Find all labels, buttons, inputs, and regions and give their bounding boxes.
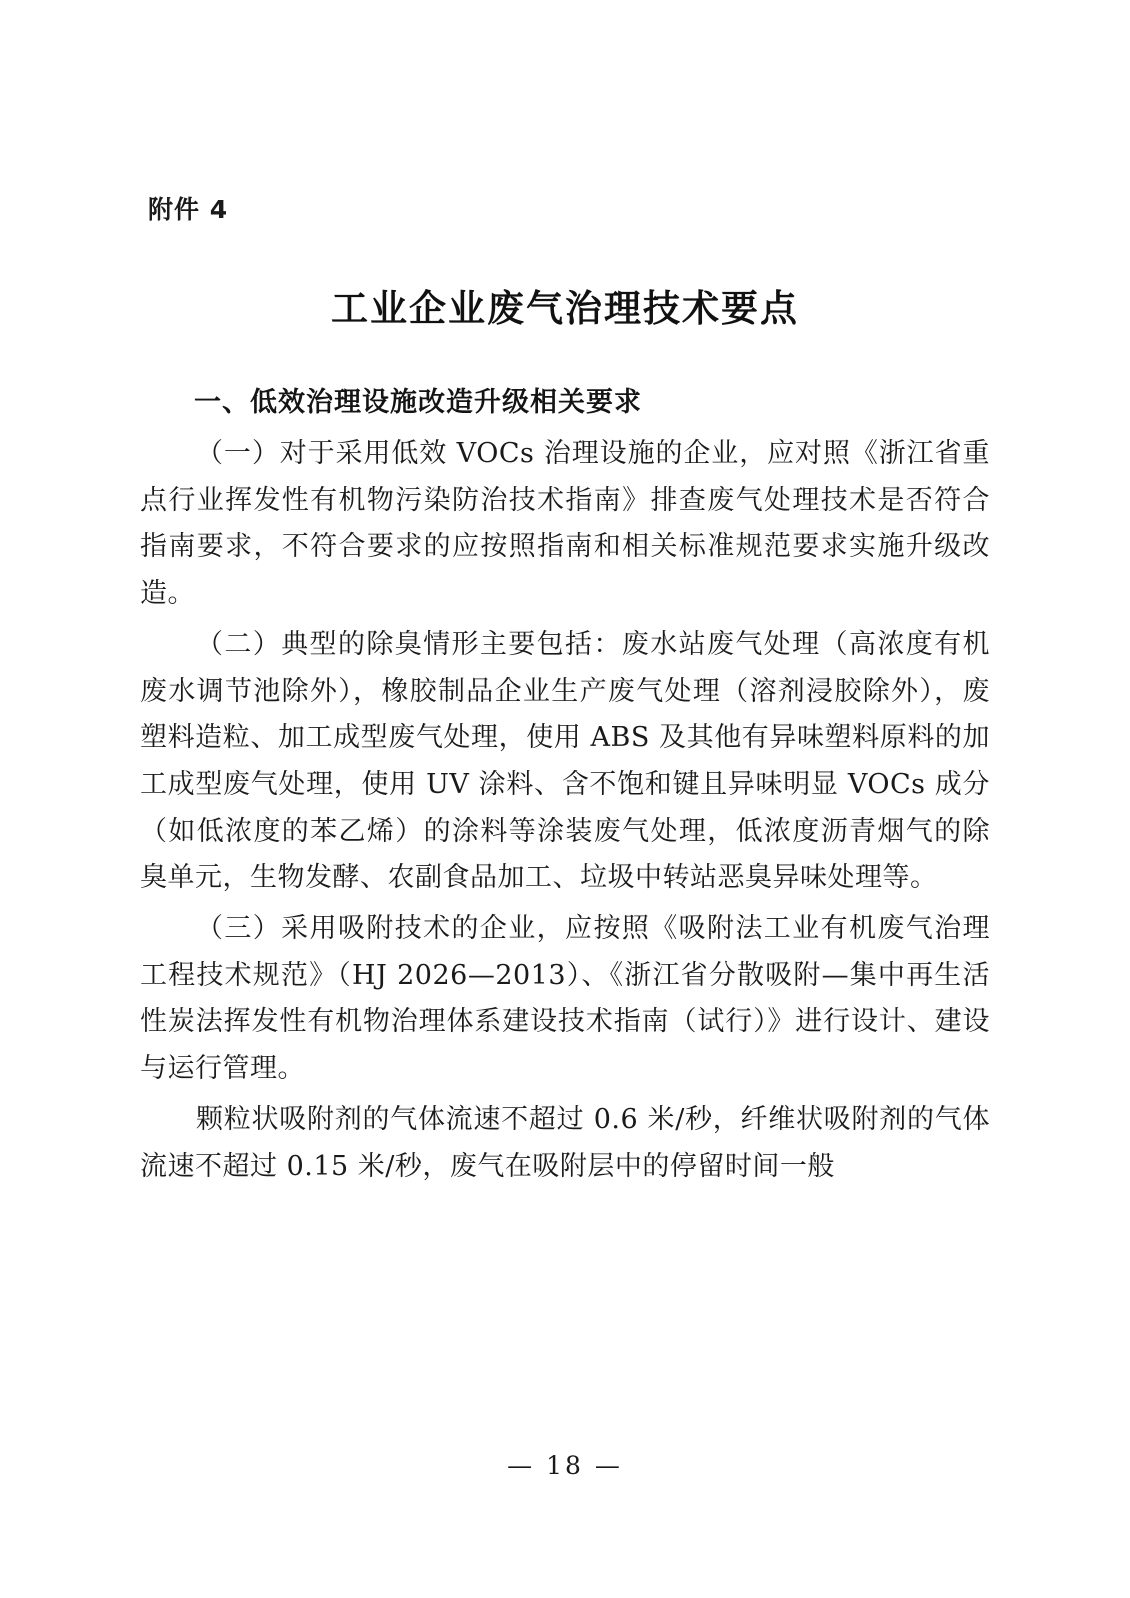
paragraph: 颗粒状吸附剂的气体流速不超过 0.6 米/秒，纤维状吸附剂的气体流速不超过 0.15 米/秒，废气在吸附层中的停留时间一般 xyxy=(140,1103,990,1182)
paragraph: （二）典型的除臭情形主要包括：废水站废气处理（高浓度有机废水调节池除外），橡胶制品企业生产废气处理（溶剂浸胶除外），废塑料造粒、加工成型废气处理，使用 ABS 及其他有异味塑料原料的加工成型废气处理，使用 UV 涂料、含不饱和键且异味明显 VOCs 成分（如低浓度的苯乙烯）的涂料等涂装废气处理，低浓度沥青烟气的除臭单元，生物发酵、农副食品加工、垃圾中转站恶臭异味处理等。 xyxy=(140,628,990,894)
paragraph: （一）对于采用低效 VOCs 治理设施的企业，应对照《浙江省重点行业挥发性有机物污染防治技术指南》排查废气处理技术是否符合指南要求，不符合要求的应按照指南和相关标准规范要求实施升级改造。 xyxy=(140,438,990,610)
section-heading: 一、低效治理设施改造升级相关要求 xyxy=(194,387,642,418)
paragraph: （三）采用吸附技术的企业，应按照《吸附法工业有机废气治理工程技术规范》（HJ 2026—2013）、《浙江省分散吸附—集中再生活性炭法挥发性有机物治理体系建设技术指南（试行）》进行设计、建设与运行管理。 xyxy=(140,913,990,1085)
page-number: — 18 — xyxy=(507,1451,623,1480)
attachment-label: 附件 4 xyxy=(148,195,229,224)
page-title: 工业企业废气治理技术要点 xyxy=(331,287,799,330)
